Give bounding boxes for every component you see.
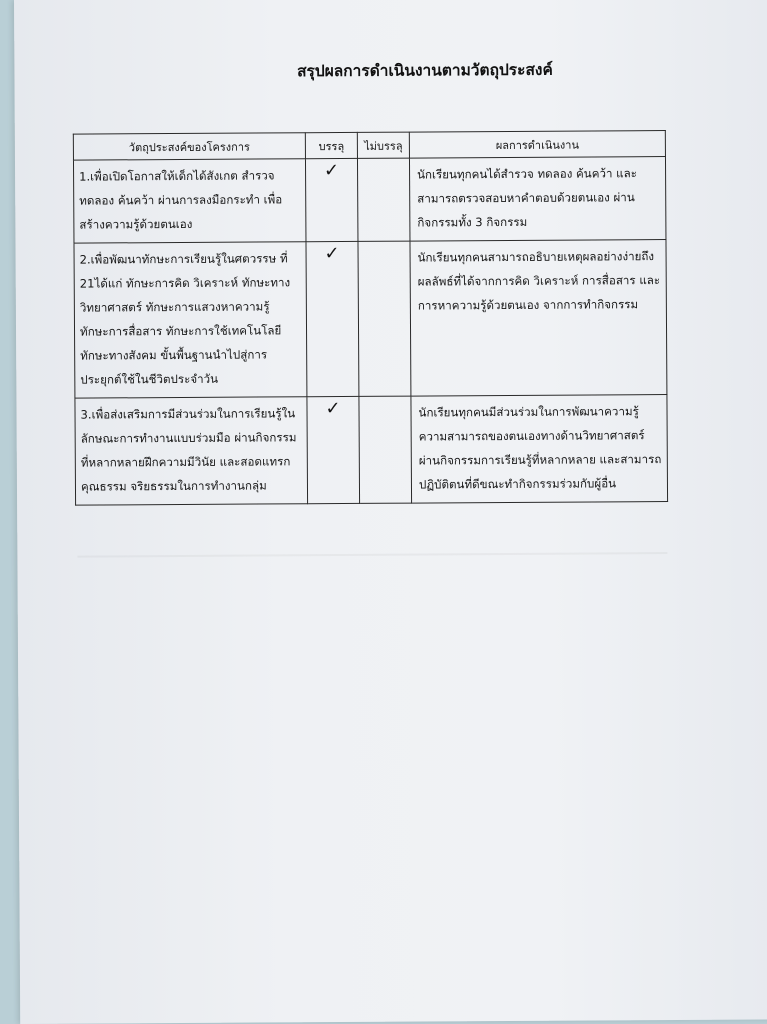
document-page xyxy=(14,0,767,1024)
objective-cell: 1.เพื่อเปิดโอกาสให้เด็กได้สังเกต สำรวจ ทดลอง ค้นคว้า ผ่านการลงมือกระทำ เพื่อสร้างความรู้ด้วยตนเอง xyxy=(73,159,306,243)
page-title: สรุปผลการดำเนินงานตามวัตถุประสงค์ xyxy=(296,60,553,81)
table-header-row xyxy=(73,131,665,161)
result-cell: นักเรียนทุกคนสามารถอธิบายเหตุผลอย่างง่ายถึงผลลัพธ์ที่ได้จากการคิด วิเคราะห์ การสื่อสาร และการหาความรู้ด้วยตนเอง จากการทำกิจกรรม xyxy=(410,240,667,397)
header-objective: วัตถุประสงค์ของโครงการ xyxy=(73,133,305,160)
objective-cell: 2.เพื่อพัฒนาทักษะการเรียนรู้ในศตวรรษ ที่ 21ได้แก่ ทักษะการคิด วิเคราะห์ ทักษะทางวิทยาศาสตร์ ทักษะการแสวงหาความรู้ ทักษะการสื่อสาร ทักษะการใช้เทคโนโลยี ทักษะทางสังคม ขั้นพื้นฐานนำไปสู่การประยุกต์ใช้ในชีวิตประจำวัน xyxy=(74,242,307,398)
result-cell: นักเรียนทุกคนได้สำรวจ ทดลอง ค้นคว้า และสามารถตรวจสอบหาคำตอบด้วยตนเอง ผ่านกิจกรรมทั้ง 3 กิจกรรม xyxy=(409,157,666,242)
header-achieved: บรรลุ xyxy=(305,132,357,158)
not-achieved-cell xyxy=(358,241,411,396)
achieved-checkmark: ✓ xyxy=(306,241,359,396)
table-row xyxy=(73,157,665,244)
achieved-checkmark: ✓ xyxy=(305,158,358,241)
objectives-summary-table xyxy=(73,130,668,506)
not-achieved-cell xyxy=(357,158,410,241)
objective-cell: 3.เพื่อส่งเสริมการมีส่วนร่วมในการเรียนรู้ในลักษณะการทำงานแบบร่วมมือ ผ่านกิจกรรมที่หลากหลายฝึกความมีวินัย และสอดแทรกคุณธรรม จริยธรรมในการทำงานกลุ่ม xyxy=(75,397,308,505)
header-not-achieved: ไม่บรรลุ xyxy=(357,132,409,158)
result-cell: นักเรียนทุกคนมีส่วนร่วมในการพัฒนาความรู้ความสามารถของตนเองทางด้านวิทยาศาสตร์ ผ่านกิจกรรมการเรียนรู้ที่หลากหลาย และสามารถปฏิบัติตนที่ดีขณะทำกิจกรรมร่วมกับผู้อื่น xyxy=(411,395,668,504)
achieved-checkmark: ✓ xyxy=(307,396,360,503)
table-row xyxy=(75,395,668,506)
not-achieved-cell xyxy=(359,396,412,503)
header-result: ผลการดำเนินงาน xyxy=(409,131,665,159)
table-row xyxy=(74,240,667,399)
show-through-shadow xyxy=(77,552,667,558)
